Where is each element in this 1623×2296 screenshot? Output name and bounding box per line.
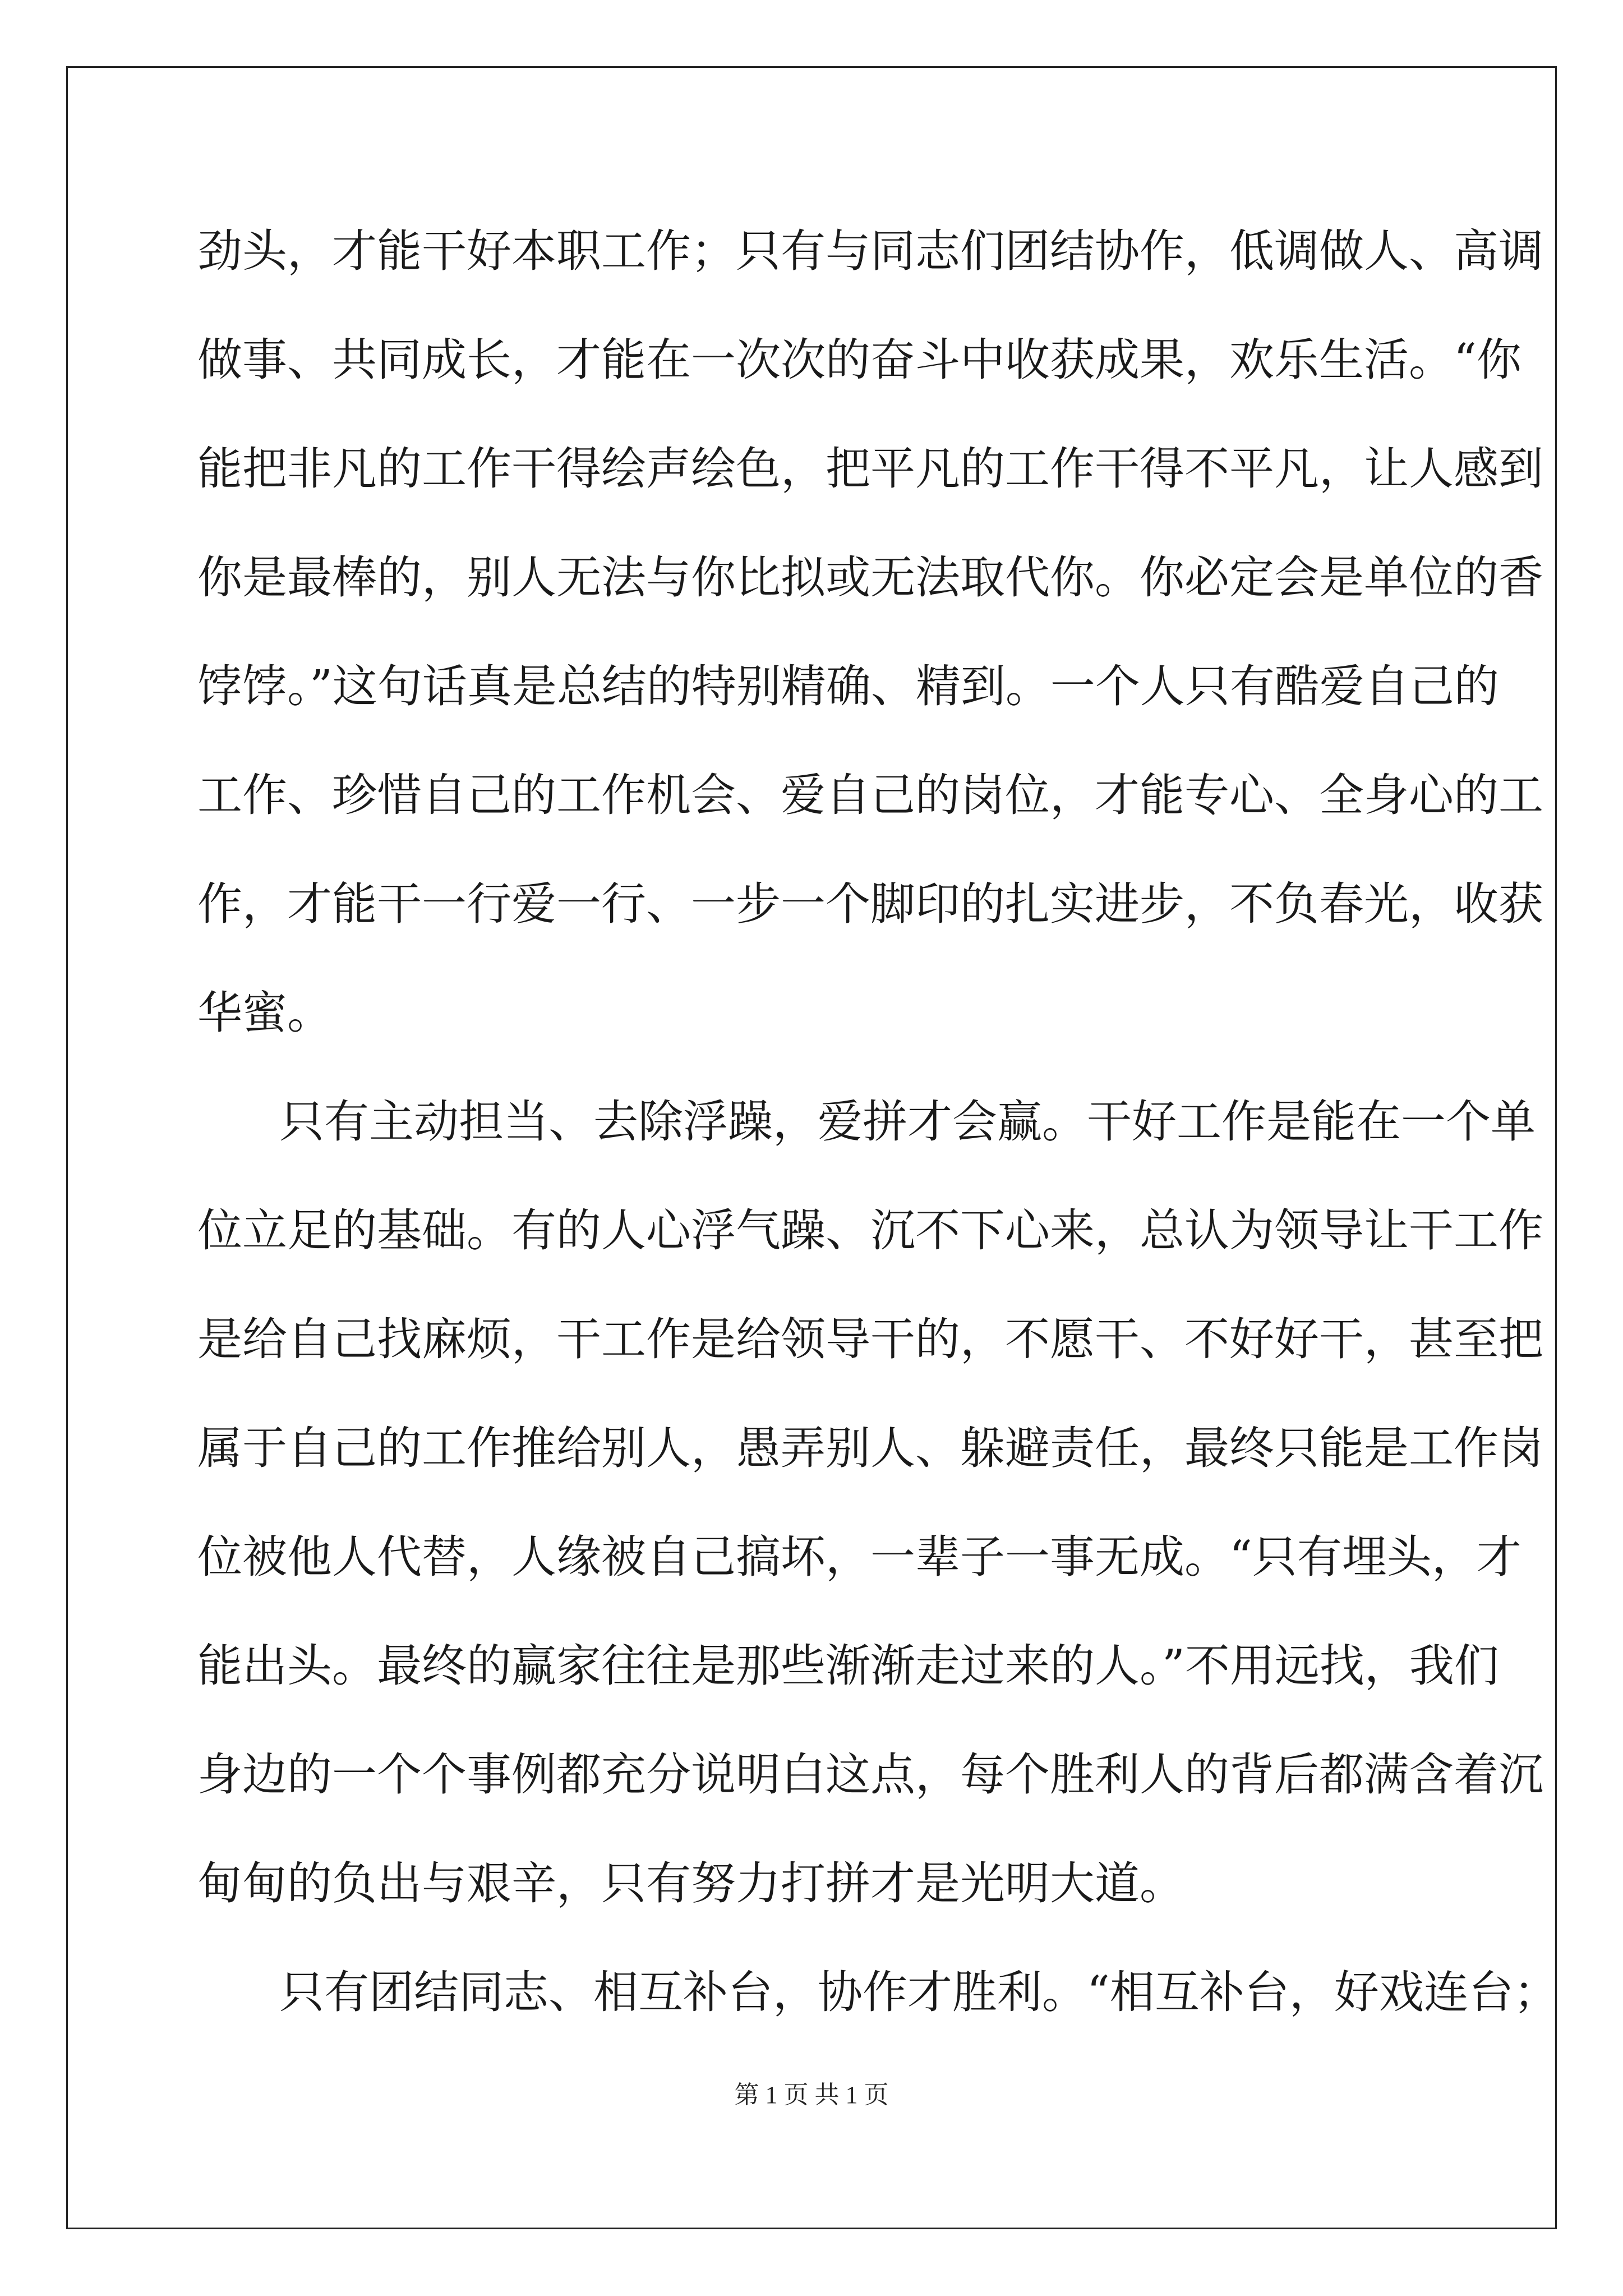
text-line-3: 能把非凡的工作干得绘声绘色，把平凡的工作干得不平凡，让人感到 [197, 443, 1543, 495]
text-line-17: 只有团结同志、相互补台，协作才胜利。“相互补台，好戏连台； [279, 1966, 1559, 2018]
text-line-14: 能出头。最终的赢家往往是那些渐渐走过来的人。”不用远找，我们 [197, 1640, 1499, 1692]
text-line-11: 是给自己找麻烦，干工作是给领导干的，不愿干、不好好干，甚至把 [197, 1313, 1543, 1365]
text-line-1: 劲头，才能干好本职工作；只有与同志们团结协作，低调做人、高调 [197, 225, 1543, 277]
text-line-4: 你是最棒的，别人无法与你比拟或无法取代你。你必定会是单位的香 [197, 551, 1543, 604]
text-line-13: 位被他人代替，人缘被自己搞坏，一辈子一事无成。“只有埋头，才 [197, 1531, 1521, 1583]
page-footer: 第 1 页 共 1 页 [734, 2081, 889, 2109]
text-line-5: 饽饽。”这句话真是总结的特别精确、精到。一个人只有酷爱自己的 [197, 660, 1499, 712]
text-line-9: 只有主动担当、去除浮躁，爱拼才会赢。干好工作是能在一个单 [279, 1096, 1536, 1148]
text-line-12: 属于自己的工作推给别人，愚弄别人、躲避责任，最终只能是工作岗 [197, 1422, 1543, 1474]
text-line-6: 工作、珍惜自己的工作机会、爱自己的岗位，才能专心、全身心的工 [197, 769, 1543, 821]
text-line-16: 甸甸的负出与艰辛，只有努力打拼才是光明大道。 [197, 1857, 1184, 1910]
text-line-7: 作，才能干一行爱一行、一步一个脚印的扎实进步，不负春光，收获 [197, 878, 1543, 930]
text-line-15: 身边的一个个事例都充分说明白这点，每个胜利人的背后都满含着沉 [197, 1749, 1543, 1801]
document-body [197, 210, 1559, 2060]
text-line-8: 华蜜。 [197, 987, 332, 1039]
text-line-2: 做事、共同成长，才能在一次次的奋斗中收获成果，欢乐生活。“你 [197, 334, 1521, 386]
text-line-10: 位立足的基础。有的人心浮气躁、沉不下心来，总认为领导让干工作 [197, 1204, 1543, 1257]
